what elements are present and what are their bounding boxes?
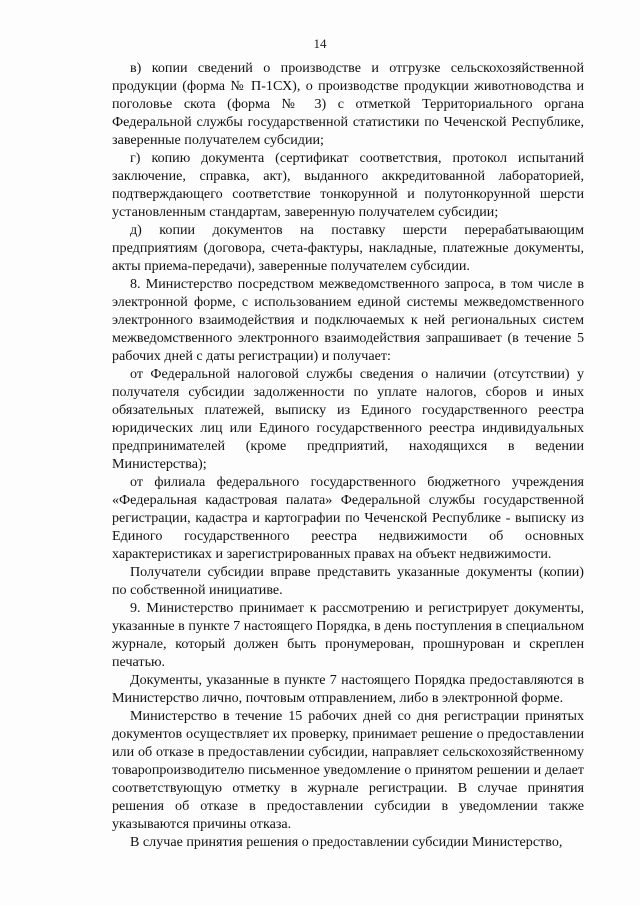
paragraph-item-d: д) копии документов на поставку шерсти перерабатывающим предприятиям (договора, счета-фактуры, накладные, платежные документы, акты приема-передачи), заверенные получателем субсидии.	[112, 222, 584, 274]
paragraph-cadastral-chamber: от филиала федерального государственного бюджетного учреждения «Федеральная кадастровая палата» Федеральной службы государственной регистрации, кадастра и картографии по Чеченской Республике - выписку из Единого государственного реестра недвижимости об основных характеристиках и зарегистрированных правах на объект недвижимости.	[112, 474, 584, 562]
paragraph-grant-decision: В случае принятия решения о предоставлении субсидии Министерство,	[130, 834, 563, 850]
paragraph-clause-8: 8. Министерство посредством межведомственного запроса, в том числе в электронной форме, с использованием единой системы межведомственного электронного взаимодействия и подключаемых к ней региональных систем межведомственного электронного взаимодействия запрашивает (в течение 5 рабочих дней с даты регистрации) и получает:	[112, 276, 584, 364]
paragraph-item-g: г) копию документа (сертификат соответствия, протокол испытаний заключение, справка, акт), выданного аккредитованной лабораторией, подтверждающего соответствие тонкорунной и полутонкорунной шерсти установленным стандартам, заверенную получателем субсидии;	[112, 150, 584, 220]
paragraph-clause-9: 9. Министерство принимает к рассмотрению и регистрирует документы, указанные в пункте 7 настоящего Порядка, в день поступления в специальном журнале, который должен быть пронумерован, прошнурован и скреплен печатью.	[112, 600, 584, 670]
paragraph-submission-methods: Документы, указанные в пункте 7 настоящего Порядка предоставляются в Министерство лично, почтовым отправлением, либо в электронной форме.	[112, 672, 584, 706]
page-number: 14	[313, 36, 327, 51]
paragraph-review-period: Министерство в течение 15 рабочих дней со дня регистрации принятых документов осуществляет их проверку, принимает решение о предоставлении или об отказе в предоставлении субсидии, направляет сельскохозяйственному товаропроизводителю письменное уведомление о принятом решении и делает соответствующую отметку в журнале регистрации. В случае принятия решения об отказе в предоставлении субсидии в уведомлении также указываются причины отказа.	[112, 708, 584, 832]
document-body	[112, 59, 584, 851]
paragraph-tax-service: от Федеральной налоговой службы сведения о наличии (отсутствии) у получателя субсидии задолженности по уплате налогов, сборов и иных обязательных платежей, выписку из Единого государственного реестра юридических лиц или Единого государственного реестра индивидуальных предпринимателей (кроме предприятий, находящихся в ведении Министерства);	[112, 366, 584, 472]
paragraph-item-v: в) копии сведений о производстве и отгрузке сельскохозяйственной продукции (форма № П-1СХ), о производстве продукции животноводства и поголовье скота (форма № 3) с отметкой Территориального органа Федеральной службы государственной статистики по Чеченской Республике, заверенные получателем субсидии;	[112, 60, 584, 148]
paragraph-own-initiative: Получатели субсидии вправе представить указанные документы (копии) по собственной инициативе.	[112, 564, 584, 598]
